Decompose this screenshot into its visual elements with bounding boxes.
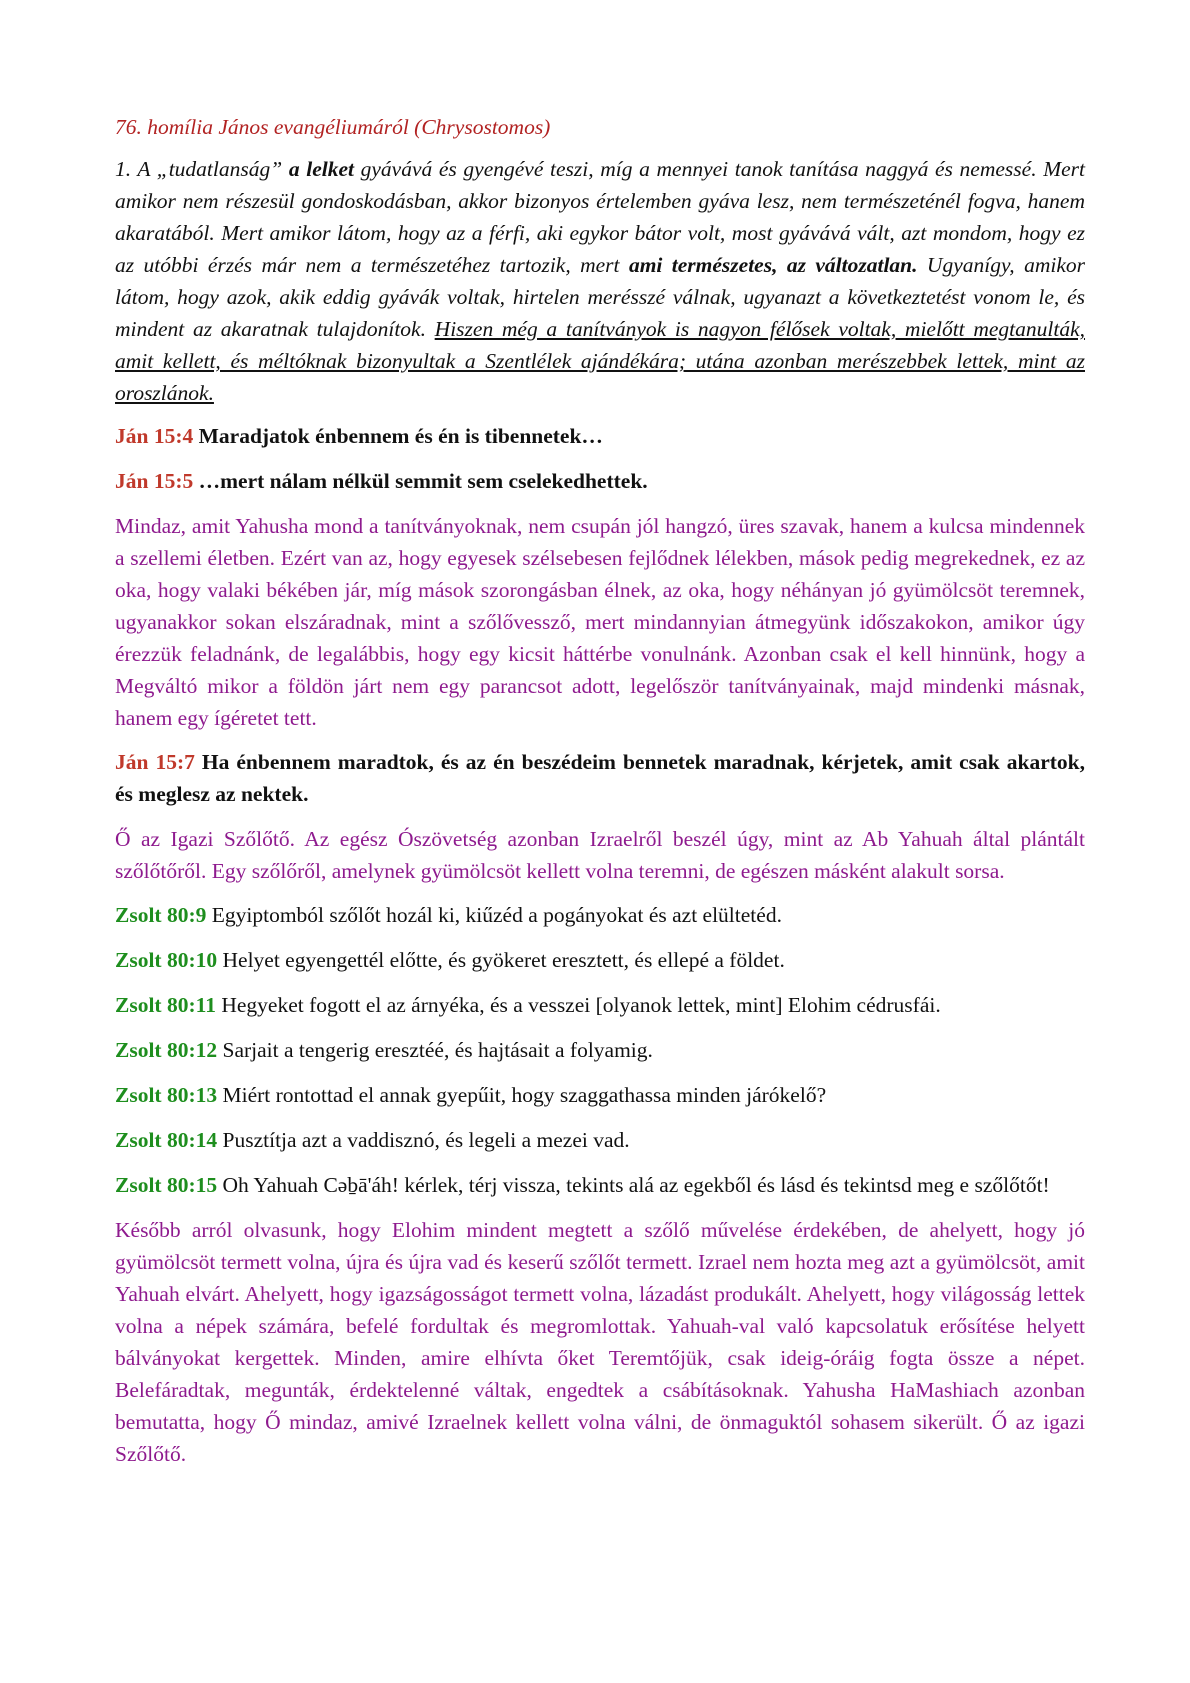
verse-ref: Zsolt 80:14 [115,1128,218,1152]
homily-text-2: gyávává és gyengévé teszi, míg a mennyei tanok tanítása naggyá és nemessé. Mert amikor nem részesül gondoskodásban, akkor bizonyos értelemben gyáva lesz, nem természeténél fogva, hanem akaratából. Mert amikor látom, hogy az a férfi, aki egykor bátor volt, most gyávává vált, azt mondom, hogy ez az utóbbi érzés már nem a természetéhez tartozik, mert [115,157,1085,277]
verse-ref: Zsolt 80:11 [115,993,216,1017]
verse-jan-15-5 [115,465,1085,497]
verse-text: Ha énbennem maradtok, és az én beszédeim bennetek maradnak, kérjetek, amit csak akartok, és meglesz az nektek. [115,750,1085,806]
verse-text: Hegyeket fogott el az árnyéka, és a vesszei [olyanok lettek, mint] Elohim cédrusfái. [215,993,941,1017]
verse-zsolt-80-13 [115,1079,1085,1111]
homily-text-1: 1. A „tudatlanság” [115,157,289,181]
homily-bold-2: ami természetes, az változatlan. [628,253,918,277]
verse-ref: Zsolt 80:15 [115,1173,218,1197]
verse-text: Sarjait a tengerig eresztéé, és hajtásait a folyamig. [217,1038,653,1062]
commentary-1: Mindaz, amit Yahusha mond a tanítványoknak, nem csupán jól hangzó, üres szavak, hanem a kulcsa mindennek a szellemi életben. Ezért van az, hogy egyesek szélsebesen fejlődnek lélekben, mások pedig megrekednek, ez az oka, hogy valaki békében jár, míg mások szorongásban élnek, az oka, hogy néhányan jó gyümölcsöt teremnek, ugyanakkor sokan elszáradnak, mint a szőlővessző, mert mindannyian átmegyünk időszakokon, amikor úgy érezzük feladnánk, de legalábbis, hogy egy kicsit háttérbe vonulnánk. Azonban csak el kell hinnünk, hogy a Megváltó mikor a földön járt nem egy parancsot adott, legelőször tanítványainak, majd mindenki másnak, hanem egy ígéretet tett. [115,514,1085,730]
homily-text-3: Ugyanígy, amikor látom, hogy azok, akik eddig gyávák voltak, hirtelen merésszé válnak, ugyanazt a következtetést vonom le, és mindent az akaratnak tulajdonítok. [115,253,1085,341]
verse-ref: Zsolt 80:13 [115,1083,218,1107]
verse-ref: Zsolt 80:9 [115,903,207,927]
verse-zsolt-80-15 [115,1169,1085,1201]
homily-quote [115,153,1085,409]
verse-jan-15-4 [115,420,1085,452]
verse-ref: Ján 15:7 [115,750,195,774]
verse-zsolt-80-9 [115,899,1085,931]
verse-text: Helyet egyengettél előtte, és gyökeret eresztett, és ellepé a földet. [217,948,785,972]
verse-jan-15-7 [115,746,1085,810]
verse-ref: Zsolt 80:10 [115,948,218,972]
verse-zsolt-80-10 [115,944,1085,976]
verse-ref: Ján 15:5 [115,469,194,493]
verse-text: Oh Yahuah Cəḇā'áh! kérlek, térj vissza, tekints alá az egekből és lásd és tekintsd meg e szőlőtőt! [217,1173,1050,1197]
verse-ref: Zsolt 80:12 [115,1038,218,1062]
homily-underlined: Hiszen még a tanítványok is nagyon félősek voltak, mielőtt megtanulták, amit kellett, és méltóknak bizonyultak a Szentlélek ajándékára; utána azonban merészebbek lettek, mint az oroszlánok. [115,317,1086,405]
verse-text: Pusztítja azt a vaddisznó, és legeli a mezei vad. [217,1128,630,1152]
verse-text: Egyiptomból szőlőt hozál ki, kiűzéd a pogányokat és azt elültetéd. [206,903,782,927]
homily-bold-1: a lelket [288,157,354,181]
verse-text: …mert nálam nélkül semmit sem cselekedhettek. [193,469,648,493]
verse-ref: Ján 15:4 [115,424,194,448]
verse-text: Miért rontottad el annak gyepűit, hogy szaggathassa minden járókelő? [217,1083,827,1107]
commentary-3: Később arról olvasunk, hogy Elohim mindent megtett a szőlő művelése érdekében, de ahelyett, hogy jó gyümölcsöt termett volna, újra és újra vad és keserű szőlőt termett. Izrael nem hozta meg azt a gyümölcsöt, amit Yahuah elvárt. Ahelyett, hogy igazságosságot termett volna, lázadást produkált. Ahelyett, hogy világosság lettek volna a népek számára, befelé fordultak és megromlottak. Yahuah-val való kapcsolatuk erősítése helyett bálványokat kergettek. Minden, amire elhívta őket Teremtőjük, csak ideig-óráig fogta össze a népet. Belefáradtak, megunták, érdektelenné váltak, engedtek a csábításoknak. Yahusha HaMashiach azonban bemutatta, hogy Ő mindaz, amivé Izraelnek kellett volna válni, de önmaguktól sohasem sikerült. Ő az igazi Szőlőtő. [115,1218,1085,1466]
document-title: 76. homília János evangéliumáról (Chrysostomos) [115,115,551,139]
verse-zsolt-80-12 [115,1034,1085,1066]
verse-zsolt-80-11 [115,989,1085,1021]
commentary-2: Ő az Igazi Szőlőtő. Az egész Ószövetség azonban Izraelről beszél úgy, mint az Ab Yahuah által plántált szőlőtőről. Egy szőlőről, amelynek gyümölcsöt kellett volna teremni, de egészen másként alakult sorsa. [115,827,1085,883]
verse-zsolt-80-14 [115,1124,1085,1156]
verse-text: Maradjatok énbennem és én is tibennetek… [193,424,603,448]
